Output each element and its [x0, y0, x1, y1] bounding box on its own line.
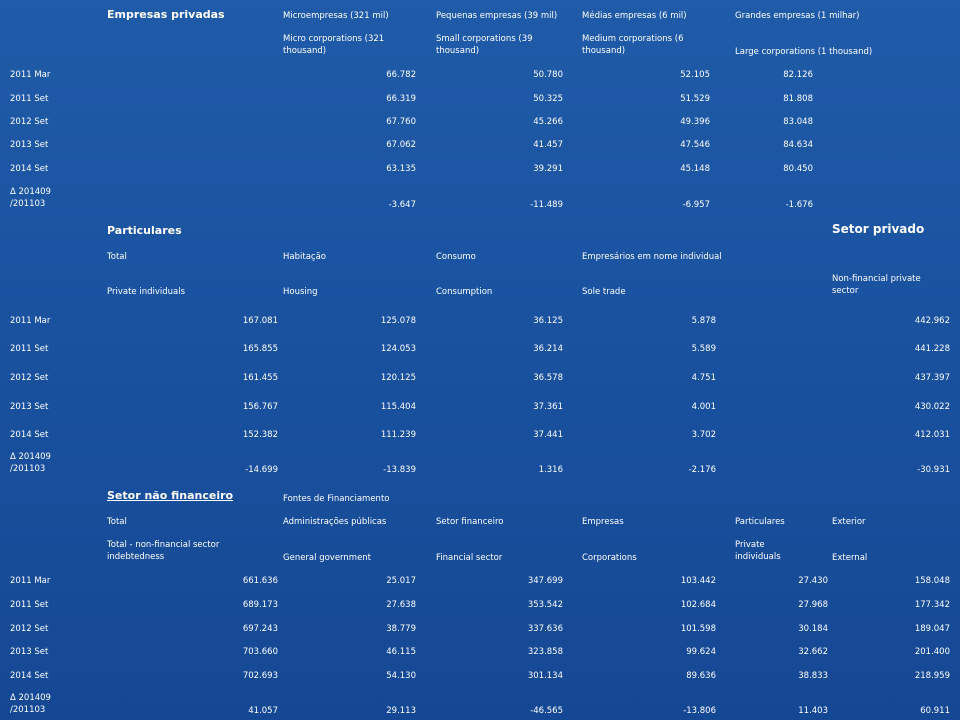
- table-cell: 45.266: [533, 117, 563, 127]
- table-cell: -14.699: [245, 465, 278, 475]
- table-cell: 49.396: [680, 117, 710, 127]
- table-cell: 703.660: [242, 647, 278, 657]
- section-title: Setor não financeiro: [107, 489, 234, 502]
- table-cell: 38.833: [798, 671, 828, 681]
- table-cell: 5.589: [691, 344, 716, 354]
- table-cell: 115.404: [380, 402, 416, 412]
- table-cell: 177.342: [914, 600, 950, 610]
- table-cell: 441.228: [914, 344, 950, 354]
- table-cell: 430.022: [914, 402, 950, 412]
- table-cell: 323.858: [527, 647, 563, 657]
- table-cell: 41.457: [533, 140, 563, 150]
- column-header-pt: Total: [107, 517, 127, 527]
- row-label: 2012 Set: [10, 117, 49, 127]
- table-cell: 702.693: [242, 671, 278, 681]
- column-header-en: General government: [283, 553, 372, 563]
- row-label: 2011 Set: [10, 94, 49, 104]
- table-cell: 36.578: [533, 373, 563, 383]
- table-cell: 54.130: [386, 671, 416, 681]
- column-header-en: Consumption: [436, 287, 493, 297]
- table-cell: 161.455: [242, 373, 278, 383]
- table-cell: 1.316: [538, 465, 563, 475]
- column-header-pt: Empresários em nome individual: [582, 252, 722, 262]
- table-cell: 689.173: [242, 600, 278, 610]
- table-cell: 152.382: [242, 430, 278, 440]
- column-header-en: Corporations: [582, 553, 637, 563]
- table-cell: 66.319: [386, 94, 416, 104]
- row-label: 2011 Mar: [10, 70, 51, 80]
- column-header-pt: Habitação: [283, 252, 326, 262]
- table-cell: 83.048: [783, 117, 813, 127]
- table-cell: 661.636: [242, 576, 278, 586]
- table-cell: 120.125: [380, 373, 416, 383]
- row-label: Δ 201409 /201103: [10, 693, 51, 715]
- column-header-pt: Administrações públicas: [283, 517, 387, 527]
- table-cell: 47.546: [680, 140, 710, 150]
- table-cell: 111.239: [380, 430, 416, 440]
- table-cell: 27.968: [798, 600, 828, 610]
- table-cell: 32.662: [798, 647, 828, 657]
- table-cell: 347.699: [527, 576, 563, 586]
- table-cell: -30.931: [917, 465, 950, 475]
- column-header-en: Micro corporations (321 thousand): [283, 34, 385, 56]
- column-header-pt: Grandes empresas (1 milhar): [735, 11, 860, 21]
- row-label: 2012 Set: [10, 373, 49, 383]
- table-cell: 63.135: [386, 164, 416, 174]
- section-title-right: Setor privado: [832, 222, 925, 236]
- column-header-en: Large corporations (1 thousand): [735, 47, 873, 57]
- table-cell: -11.489: [530, 200, 563, 210]
- table-cell: 103.442: [680, 576, 716, 586]
- table-cell: 50.325: [533, 94, 563, 104]
- table-cell: 412.031: [914, 430, 950, 440]
- column-header-pt: Exterior: [832, 517, 866, 527]
- table-cell: 201.400: [914, 647, 950, 657]
- column-header-pt: Empresas: [582, 517, 624, 527]
- table-cell: 50.780: [533, 70, 563, 80]
- column-header-en: External: [832, 553, 868, 563]
- row-label: 2011 Set: [10, 344, 49, 354]
- table-cell: -46.565: [530, 706, 563, 716]
- column-header-pt: Médias empresas (6 mil): [582, 11, 687, 21]
- section-subtitle: Fontes de Financiamento: [283, 494, 390, 504]
- table-cell: 3.702: [691, 430, 716, 440]
- table-cell: 67.062: [386, 140, 416, 150]
- row-label: 2014 Set: [10, 430, 49, 440]
- table-cell: 37.441: [533, 430, 563, 440]
- row-label: 2013 Set: [10, 647, 49, 657]
- column-header-en: Non-financial private sector: [832, 274, 921, 296]
- table-cell: 337.636: [527, 624, 563, 634]
- table-cell: 66.782: [386, 70, 416, 80]
- row-label: 2011 Mar: [10, 576, 51, 586]
- table-cell: 156.767: [242, 402, 278, 412]
- column-header-pt: Microempresas (321 mil): [283, 11, 389, 21]
- table-cell: 4.751: [691, 373, 716, 383]
- table-cell: 45.148: [680, 164, 710, 174]
- table-cell: 27.638: [386, 600, 416, 610]
- table-cell: -6.957: [682, 200, 710, 210]
- table-cell: -3.647: [388, 200, 416, 210]
- table-cell: 46.115: [386, 647, 416, 657]
- row-label: 2013 Set: [10, 140, 49, 150]
- table-cell: 11.403: [798, 706, 828, 716]
- table-cell: 89.636: [686, 671, 716, 681]
- column-header-en: Private individuals: [735, 540, 781, 562]
- table-cell: 38.779: [386, 624, 416, 634]
- table-cell: 218.959: [914, 671, 950, 681]
- table-cell: 158.048: [914, 576, 950, 586]
- column-header-en: Medium corporations (6 thousand): [582, 34, 684, 56]
- column-header-pt: Total: [107, 252, 127, 262]
- table-cell: 125.078: [380, 316, 416, 326]
- column-header-en: Sole trade: [582, 287, 626, 297]
- column-header-en: Small corporations (39 thousand): [436, 34, 533, 56]
- table-cell: 37.361: [533, 402, 563, 412]
- table-cell: 82.126: [783, 70, 813, 80]
- table-cell: 124.053: [380, 344, 416, 354]
- table-cell: 99.624: [686, 647, 716, 657]
- row-label: Δ 201409 /201103: [10, 452, 51, 474]
- table-cell: 102.684: [680, 600, 716, 610]
- table-cell: 81.808: [783, 94, 813, 104]
- section-title: Particulares: [107, 224, 182, 237]
- section-title: Empresas privadas: [107, 8, 225, 21]
- table-cell: 437.397: [914, 373, 950, 383]
- column-header-en: Housing: [283, 287, 318, 297]
- row-label: 2011 Set: [10, 600, 49, 610]
- column-header-pt: Consumo: [436, 252, 476, 262]
- table-cell: 51.529: [680, 94, 710, 104]
- table-cell: 52.105: [680, 70, 710, 80]
- table-cell: 189.047: [914, 624, 950, 634]
- column-header-en: Total - non-financial sector indebtedness: [107, 540, 220, 562]
- table-cell: 30.184: [798, 624, 828, 634]
- row-label: Δ 201409 /201103: [10, 187, 51, 209]
- table-cell: 36.125: [533, 316, 563, 326]
- table-cell: -1.676: [785, 200, 813, 210]
- table-cell: 36.214: [533, 344, 563, 354]
- column-header-pt: Setor financeiro: [436, 517, 504, 527]
- column-header-pt: Particulares: [735, 517, 785, 527]
- column-header-pt: Pequenas empresas (39 mil): [436, 11, 558, 21]
- table-cell: 84.634: [783, 140, 813, 150]
- table-cell: 4.001: [691, 402, 716, 412]
- table-cell: -13.806: [683, 706, 716, 716]
- table-cell: 101.598: [680, 624, 716, 634]
- row-label: 2014 Set: [10, 164, 49, 174]
- row-label: 2014 Set: [10, 671, 49, 681]
- row-label: 2012 Set: [10, 624, 49, 634]
- row-label: 2011 Mar: [10, 316, 51, 326]
- table-cell: 5.878: [691, 316, 716, 326]
- table-cell: 27.430: [798, 576, 828, 586]
- table-cell: 41.057: [248, 706, 278, 716]
- table-cell: 29.113: [386, 706, 416, 716]
- table-cell: 25.017: [386, 576, 416, 586]
- table-cell: 39.291: [533, 164, 563, 174]
- column-header-en: Private individuals: [107, 287, 186, 297]
- table-cell: -2.176: [688, 465, 716, 475]
- table-cell: 697.243: [242, 624, 278, 634]
- row-label: 2013 Set: [10, 402, 49, 412]
- table-cell: 80.450: [783, 164, 813, 174]
- table-cell: 301.134: [527, 671, 563, 681]
- table-cell: -13.839: [383, 465, 416, 475]
- table-cell: 165.855: [242, 344, 278, 354]
- table-cell: 167.081: [242, 316, 278, 326]
- table-cell: 353.542: [527, 600, 563, 610]
- table-cell: 60.911: [920, 706, 950, 716]
- table-cell: 442.962: [914, 316, 950, 326]
- column-header-en: Financial sector: [436, 553, 503, 563]
- table-cell: 67.760: [386, 117, 416, 127]
